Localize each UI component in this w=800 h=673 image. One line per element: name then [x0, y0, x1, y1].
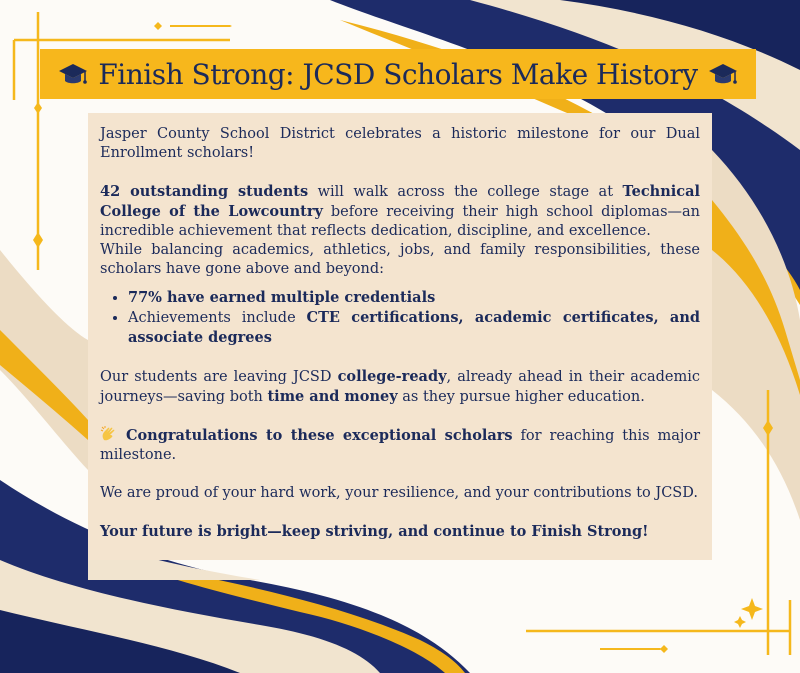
diamond-ornament — [154, 22, 162, 30]
diamond-ornament — [600, 648, 662, 650]
balance-paragraph: While balancing academics, athletics, jobs, and family responsibilities, these scholars have gone above and beyond: — [100, 242, 700, 277]
proud-paragraph: We are proud of your hard work, your resilience, and your contributions to JCSD. — [100, 485, 698, 501]
graduation-cap-icon — [708, 59, 738, 89]
diamond-ornament — [34, 102, 42, 114]
sparkle-icon — [741, 598, 763, 620]
page-title: Finish Strong: JCSD Scholars Make History — [98, 57, 698, 91]
intro-paragraph: Jasper County School District celebrates a historic milestone for our Dual Enrollment scholars! — [100, 126, 700, 161]
list-item: • Achievements include CTE certifications, academic certificates, and associate degrees — [128, 308, 700, 348]
title-banner — [40, 49, 756, 99]
clapping-hands-icon — [100, 426, 118, 442]
announcement-panel — [88, 113, 712, 560]
diamond-ornament — [660, 645, 668, 653]
student-count: 42 outstanding students — [100, 183, 309, 200]
college-name: Technical College of the Lowcountry — [100, 183, 700, 220]
graduation-cap-icon — [58, 59, 88, 89]
congratulations-paragraph: Congratulations to these exceptional scholars for reaching this major milestone. — [100, 427, 701, 463]
achievements-list — [100, 288, 700, 348]
diamond-ornament — [170, 25, 232, 27]
sparkle-icon — [734, 616, 746, 628]
list-item: • 77% have earned multiple credentials — [128, 288, 700, 308]
college-ready-paragraph: Our students are leaving JCSD college-ready, already ahead in their academic journeys—saving both time and money as they pursue higher education. — [100, 368, 700, 405]
students-paragraph: 42 outstanding students will walk across the college stage at Technical College of the Lowcountry before receiving their high school diplomas—an incredible achievement that reflects dedication, discipline, and excellence. — [100, 183, 700, 239]
closing-paragraph: Your future is bright—keep striving, and continue to Finish Strong! — [100, 523, 649, 540]
diamond-ornament — [33, 232, 43, 248]
